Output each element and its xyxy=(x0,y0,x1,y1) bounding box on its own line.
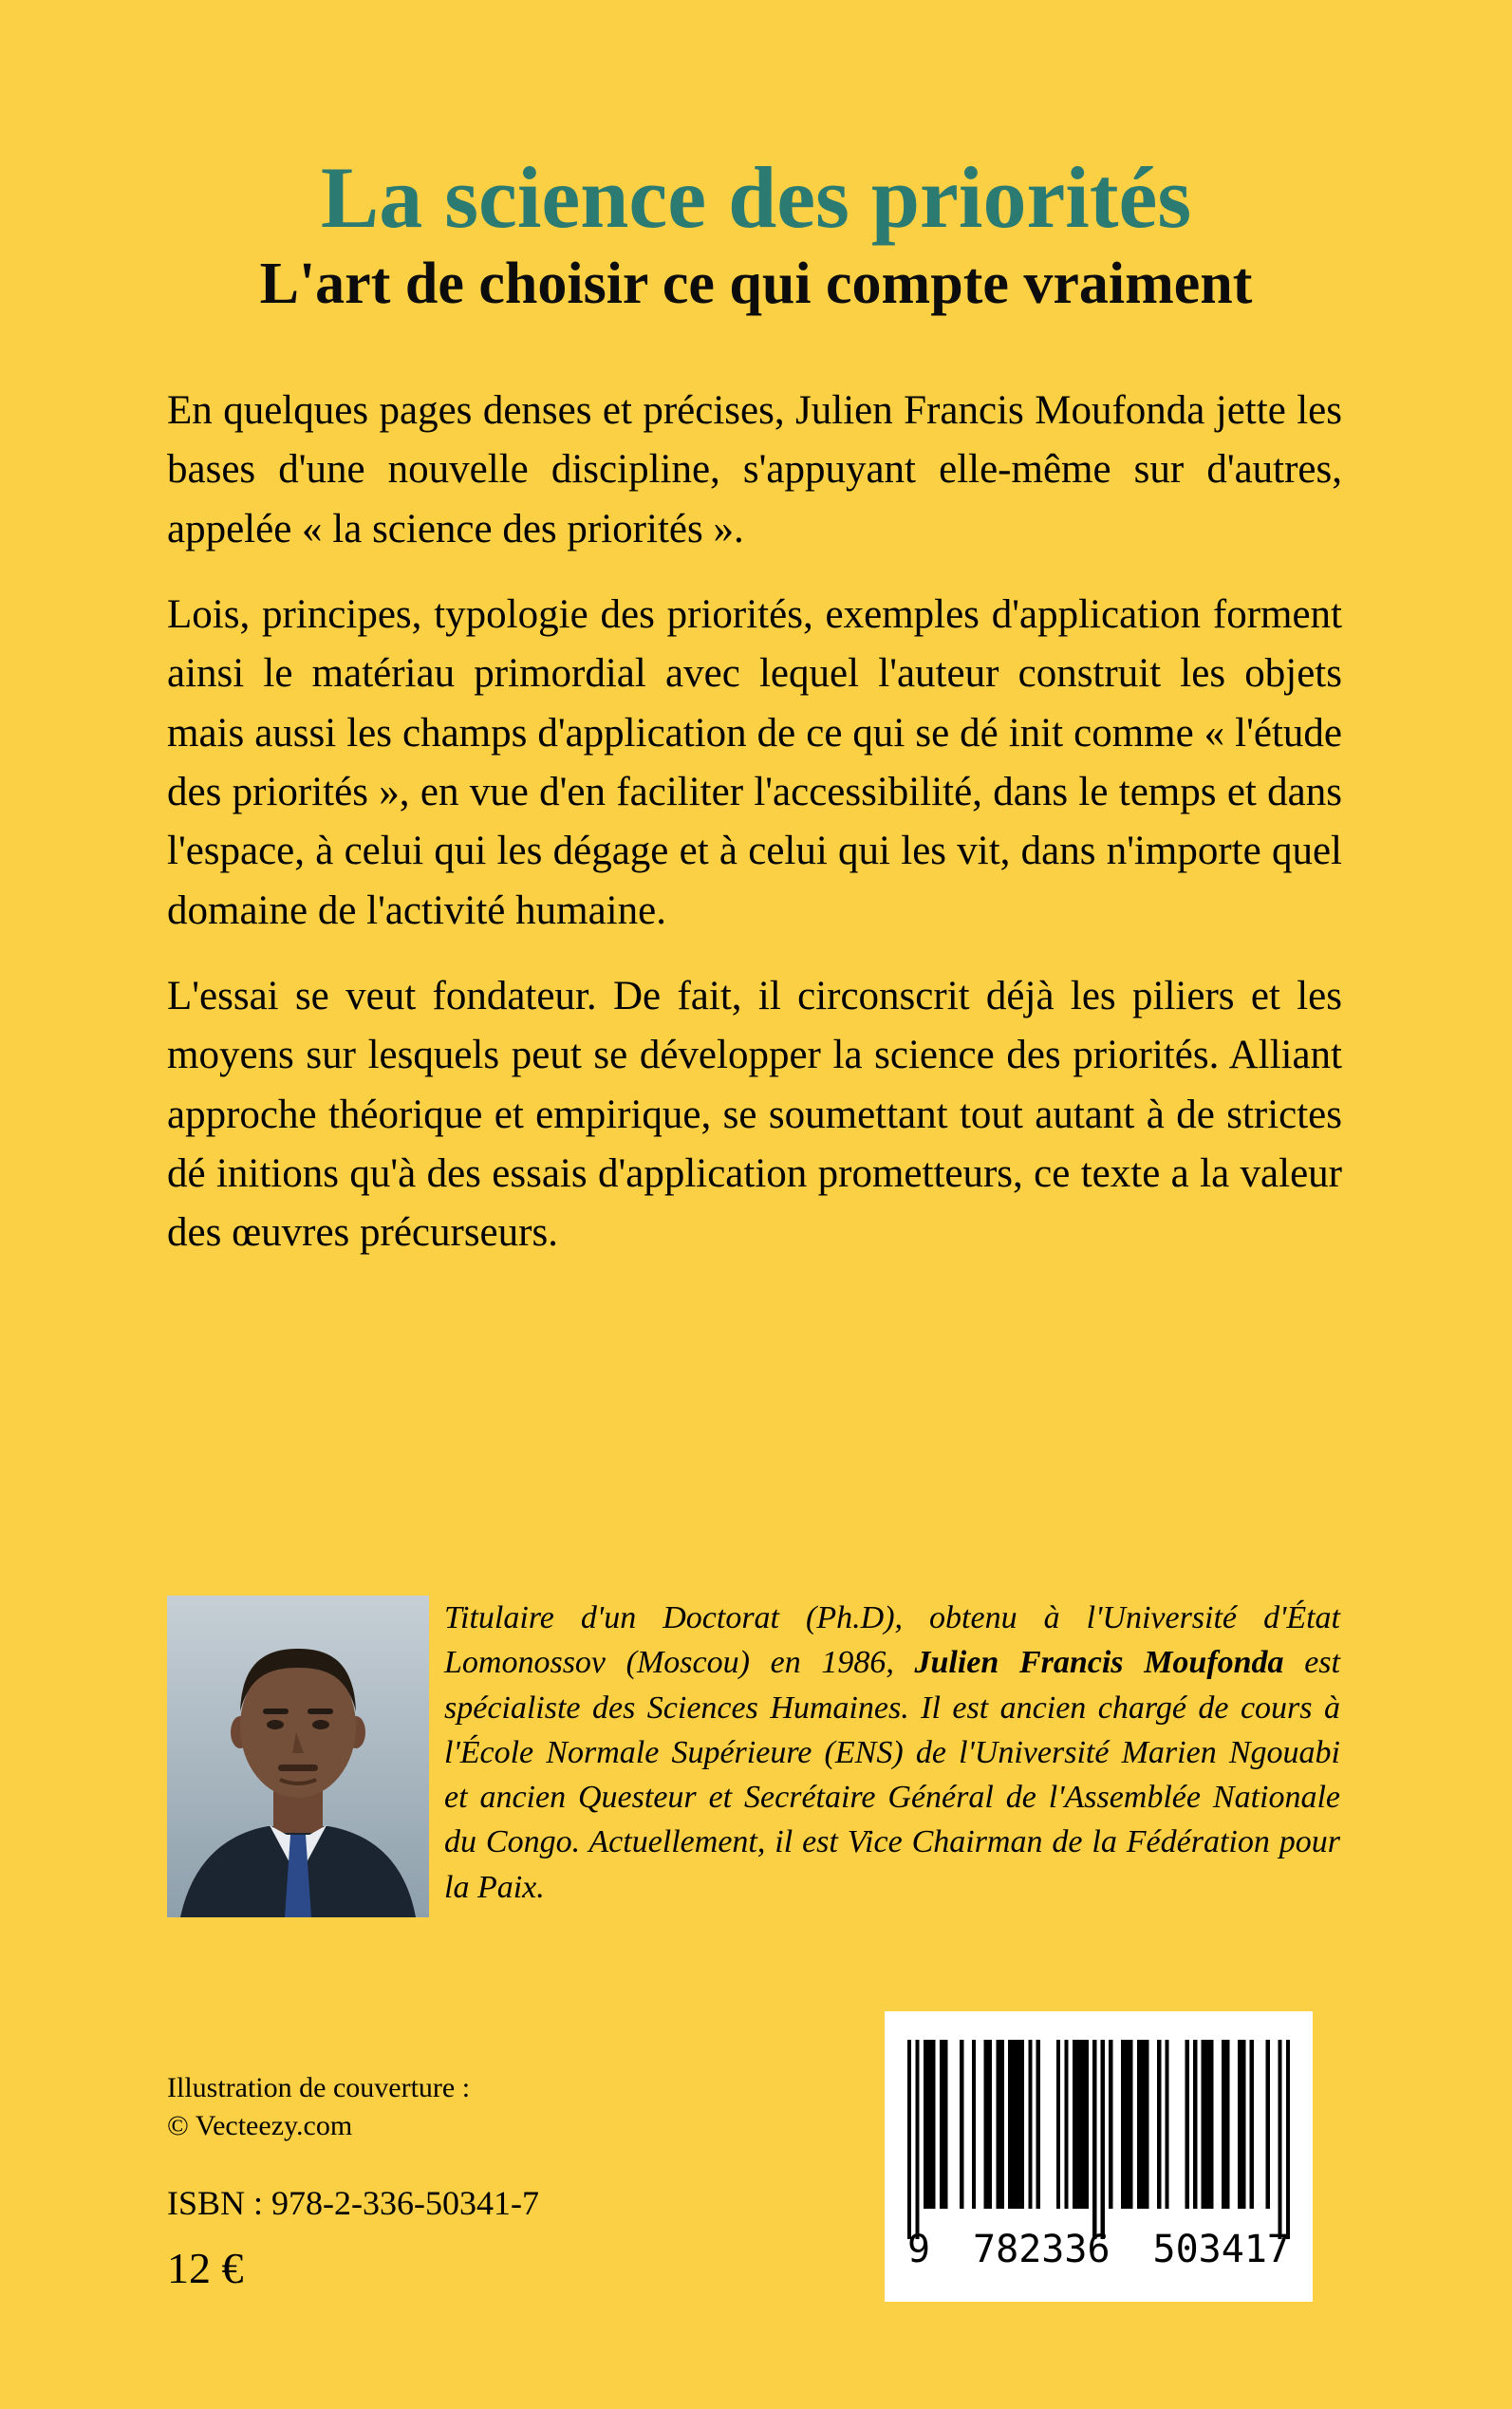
page-title: La science des priorités xyxy=(320,149,1192,246)
author-photo xyxy=(167,1596,429,1917)
barcode-bars xyxy=(907,2040,1290,2239)
barcode xyxy=(885,2011,1313,2302)
synopsis xyxy=(167,382,1342,1290)
page-subtitle: L'art de choisir ce qui compte vraiment xyxy=(259,252,1253,317)
illustration-credit-source: © Vecteezy.com xyxy=(167,2109,353,2141)
price-text: 12 € xyxy=(167,2244,244,2292)
author-bio-text xyxy=(444,1596,1340,1910)
cover-header xyxy=(0,150,1512,316)
synopsis-paragraph-1: En quelques pages denses et précises, Julien Francis Moufonda jette les bases d'une nouvelle discipline, s'appuyant elle-même sur d'autres, appelée « la science des priorités ». xyxy=(167,388,1342,551)
barcode-number: 9 782336 503417 xyxy=(907,2228,1290,2271)
author-name: Julien Francis Moufonda xyxy=(914,1645,1284,1681)
illustration-credit-label: Illustration de couverture : xyxy=(167,2072,471,2103)
illustration-credit xyxy=(167,2069,470,2144)
synopsis-paragraph-2: Lois, principes, typologie des priorités, exemples d'application forment ainsi le matériau primordial avec lequel l'auteur construit les objets mais aussi les champs d'application de ce qui se dé init comme « l'étude des priorités », en vue d'en faciliter l'accessibilité, dans le temps et dans l'espace, à celui qui les dégage et à celui qui les vit, dans n'importe quel domaine de l'activité humaine. xyxy=(167,592,1342,933)
bio-text-before-name: Titulaire d'un Doctorat (Ph.D), obtenu à l'Université d'État Lomonossov (Moscou) en 1986, xyxy=(444,1600,1340,1681)
bio-text-after-name: est spécialiste des Sciences Humaines. Il est ancien chargé de cours à l'École Normale Supérieure (ENS) de l'Université Marien Ngouabi et ancien Questeur et Secrétaire Général de l'Assemblée Nationale du Congo. Actuellement, il est Vice Chairman de la Fédération pour la Paix. xyxy=(444,1645,1340,1905)
author-portrait-illustration xyxy=(167,1596,429,1917)
author-bio-section xyxy=(167,1596,1340,1917)
isbn-text: ISBN : 978-2-336-50341-7 xyxy=(167,2184,539,2222)
synopsis-paragraph-3: L'essai se veut fondateur. De fait, il circonscrit déjà les piliers et les moyens sur lesquels peut se développer la science des priorités. Alliant approche théorique et empirique, se soumettant tout autant à de strictes dé initions qu'à des essais d'application prometteurs, ce texte a la valeur des œuvres précurseurs. xyxy=(167,974,1342,1256)
